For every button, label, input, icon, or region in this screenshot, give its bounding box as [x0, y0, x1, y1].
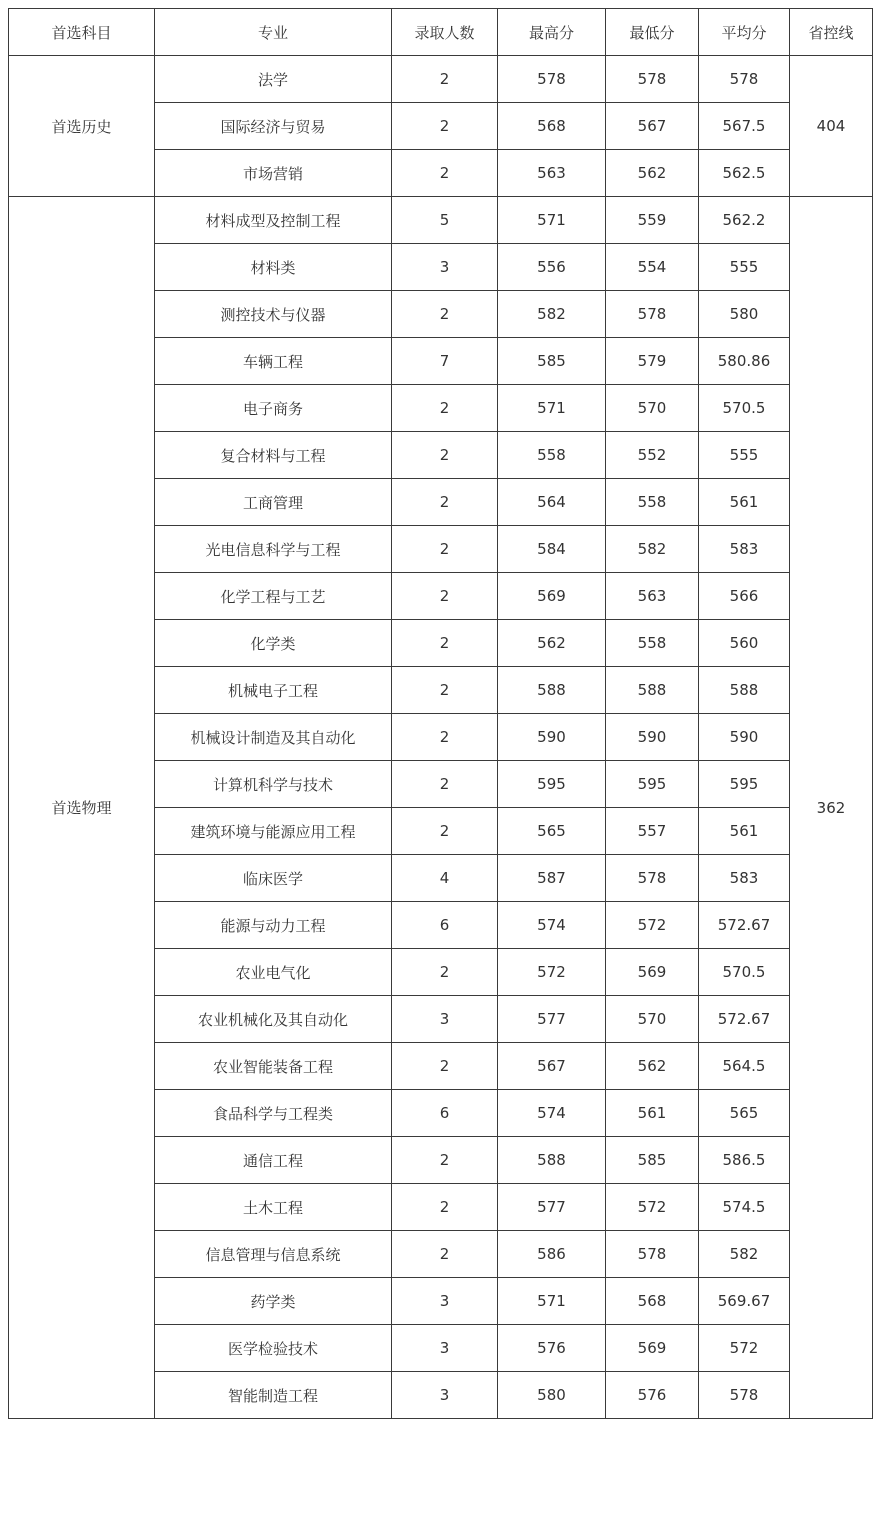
- major-cell: 国际经济与贸易: [155, 103, 392, 150]
- major-cell: 材料成型及控制工程: [155, 197, 392, 244]
- max-score-cell: 574: [498, 902, 606, 949]
- min-score-cell: 570: [606, 385, 699, 432]
- admission-scores-table: [8, 8, 873, 1419]
- avg-score-cell: 570.5: [699, 385, 790, 432]
- count-cell: 3: [392, 244, 498, 291]
- count-cell: 2: [392, 1184, 498, 1231]
- major-cell: 市场营销: [155, 150, 392, 197]
- count-cell: 2: [392, 620, 498, 667]
- major-cell: 工商管理: [155, 479, 392, 526]
- max-score-cell: 563: [498, 150, 606, 197]
- major-cell: 车辆工程: [155, 338, 392, 385]
- major-cell: 药学类: [155, 1278, 392, 1325]
- header-row: [9, 9, 873, 56]
- avg-score-cell: 562.5: [699, 150, 790, 197]
- count-cell: 6: [392, 902, 498, 949]
- count-cell: 2: [392, 479, 498, 526]
- max-score-cell: 585: [498, 338, 606, 385]
- major-cell: 材料类: [155, 244, 392, 291]
- min-score-cell: 590: [606, 714, 699, 761]
- avg-score-cell: 578: [699, 1372, 790, 1419]
- major-cell: 医学检验技术: [155, 1325, 392, 1372]
- max-score-cell: 574: [498, 1090, 606, 1137]
- avg-score-cell: 590: [699, 714, 790, 761]
- count-cell: 2: [392, 808, 498, 855]
- min-score-cell: 578: [606, 291, 699, 338]
- count-cell: 2: [392, 667, 498, 714]
- max-score-cell: 571: [498, 1278, 606, 1325]
- min-score-cell: 572: [606, 902, 699, 949]
- table-body: [9, 56, 873, 1419]
- count-cell: 7: [392, 338, 498, 385]
- max-score-cell: 569: [498, 573, 606, 620]
- avg-score-cell: 569.67: [699, 1278, 790, 1325]
- avg-score-cell: 572.67: [699, 996, 790, 1043]
- max-score-cell: 584: [498, 526, 606, 573]
- avg-score-cell: 555: [699, 244, 790, 291]
- major-cell: 土木工程: [155, 1184, 392, 1231]
- count-cell: 2: [392, 1137, 498, 1184]
- major-cell: 食品科学与工程类: [155, 1090, 392, 1137]
- avg-score-cell: 572.67: [699, 902, 790, 949]
- count-cell: 3: [392, 1278, 498, 1325]
- avg-score-cell: 583: [699, 855, 790, 902]
- max-score-cell: 580: [498, 1372, 606, 1419]
- avg-score-cell: 580.86: [699, 338, 790, 385]
- count-cell: 2: [392, 526, 498, 573]
- min-score-cell: 562: [606, 1043, 699, 1090]
- avg-score-cell: 562.2: [699, 197, 790, 244]
- header-control-line: 省控线: [790, 9, 873, 56]
- major-cell: 测控技术与仪器: [155, 291, 392, 338]
- avg-score-cell: 561: [699, 479, 790, 526]
- count-cell: 2: [392, 103, 498, 150]
- min-score-cell: 585: [606, 1137, 699, 1184]
- major-cell: 建筑环境与能源应用工程: [155, 808, 392, 855]
- count-cell: 2: [392, 949, 498, 996]
- major-cell: 农业电气化: [155, 949, 392, 996]
- min-score-cell: 572: [606, 1184, 699, 1231]
- avg-score-cell: 555: [699, 432, 790, 479]
- avg-score-cell: 572: [699, 1325, 790, 1372]
- major-cell: 化学类: [155, 620, 392, 667]
- table-row: [9, 197, 873, 244]
- max-score-cell: 577: [498, 1184, 606, 1231]
- major-cell: 机械设计制造及其自动化: [155, 714, 392, 761]
- max-score-cell: 576: [498, 1325, 606, 1372]
- min-score-cell: 568: [606, 1278, 699, 1325]
- major-cell: 农业机械化及其自动化: [155, 996, 392, 1043]
- avg-score-cell: 582: [699, 1231, 790, 1278]
- min-score-cell: 579: [606, 338, 699, 385]
- min-score-cell: 561: [606, 1090, 699, 1137]
- max-score-cell: 568: [498, 103, 606, 150]
- avg-score-cell: 564.5: [699, 1043, 790, 1090]
- min-score-cell: 552: [606, 432, 699, 479]
- min-score-cell: 567: [606, 103, 699, 150]
- count-cell: 2: [392, 385, 498, 432]
- min-score-cell: 569: [606, 949, 699, 996]
- header-subject: 首选科目: [9, 9, 155, 56]
- major-cell: 电子商务: [155, 385, 392, 432]
- major-cell: 能源与动力工程: [155, 902, 392, 949]
- major-cell: 信息管理与信息系统: [155, 1231, 392, 1278]
- major-cell: 农业智能装备工程: [155, 1043, 392, 1090]
- min-score-cell: 578: [606, 855, 699, 902]
- max-score-cell: 567: [498, 1043, 606, 1090]
- major-cell: 临床医学: [155, 855, 392, 902]
- count-cell: 2: [392, 291, 498, 338]
- count-cell: 2: [392, 714, 498, 761]
- min-score-cell: 595: [606, 761, 699, 808]
- min-score-cell: 588: [606, 667, 699, 714]
- control-line-cell: 404: [790, 56, 873, 197]
- count-cell: 2: [392, 56, 498, 103]
- max-score-cell: 556: [498, 244, 606, 291]
- major-cell: 机械电子工程: [155, 667, 392, 714]
- count-cell: 2: [392, 1231, 498, 1278]
- avg-score-cell: 561: [699, 808, 790, 855]
- avg-score-cell: 588: [699, 667, 790, 714]
- avg-score-cell: 580: [699, 291, 790, 338]
- major-cell: 智能制造工程: [155, 1372, 392, 1419]
- avg-score-cell: 578: [699, 56, 790, 103]
- max-score-cell: 586: [498, 1231, 606, 1278]
- major-cell: 复合材料与工程: [155, 432, 392, 479]
- max-score-cell: 564: [498, 479, 606, 526]
- avg-score-cell: 566: [699, 573, 790, 620]
- min-score-cell: 558: [606, 620, 699, 667]
- major-cell: 光电信息科学与工程: [155, 526, 392, 573]
- max-score-cell: 588: [498, 667, 606, 714]
- subject-group-cell: 首选物理: [9, 197, 155, 1419]
- count-cell: 2: [392, 1043, 498, 1090]
- count-cell: 2: [392, 432, 498, 479]
- major-cell: 法学: [155, 56, 392, 103]
- min-score-cell: 582: [606, 526, 699, 573]
- avg-score-cell: 567.5: [699, 103, 790, 150]
- avg-score-cell: 586.5: [699, 1137, 790, 1184]
- avg-score-cell: 574.5: [699, 1184, 790, 1231]
- table-row: [9, 56, 873, 103]
- avg-score-cell: 560: [699, 620, 790, 667]
- max-score-cell: 562: [498, 620, 606, 667]
- subject-group-cell: 首选历史: [9, 56, 155, 197]
- min-score-cell: 576: [606, 1372, 699, 1419]
- max-score-cell: 590: [498, 714, 606, 761]
- count-cell: 3: [392, 1372, 498, 1419]
- max-score-cell: 587: [498, 855, 606, 902]
- header-avg: 平均分: [699, 9, 790, 56]
- count-cell: 3: [392, 996, 498, 1043]
- max-score-cell: 595: [498, 761, 606, 808]
- count-cell: 2: [392, 761, 498, 808]
- min-score-cell: 570: [606, 996, 699, 1043]
- avg-score-cell: 595: [699, 761, 790, 808]
- count-cell: 5: [392, 197, 498, 244]
- header-min: 最低分: [606, 9, 699, 56]
- min-score-cell: 557: [606, 808, 699, 855]
- min-score-cell: 554: [606, 244, 699, 291]
- avg-score-cell: 565: [699, 1090, 790, 1137]
- max-score-cell: 577: [498, 996, 606, 1043]
- min-score-cell: 569: [606, 1325, 699, 1372]
- header-major: 专业: [155, 9, 392, 56]
- avg-score-cell: 583: [699, 526, 790, 573]
- min-score-cell: 558: [606, 479, 699, 526]
- max-score-cell: 565: [498, 808, 606, 855]
- max-score-cell: 588: [498, 1137, 606, 1184]
- major-cell: 通信工程: [155, 1137, 392, 1184]
- min-score-cell: 563: [606, 573, 699, 620]
- max-score-cell: 558: [498, 432, 606, 479]
- max-score-cell: 582: [498, 291, 606, 338]
- max-score-cell: 571: [498, 385, 606, 432]
- header-max: 最高分: [498, 9, 606, 56]
- min-score-cell: 578: [606, 56, 699, 103]
- min-score-cell: 559: [606, 197, 699, 244]
- count-cell: 2: [392, 150, 498, 197]
- count-cell: 4: [392, 855, 498, 902]
- header-count: 录取人数: [392, 9, 498, 56]
- min-score-cell: 578: [606, 1231, 699, 1278]
- major-cell: 计算机科学与技术: [155, 761, 392, 808]
- count-cell: 2: [392, 573, 498, 620]
- max-score-cell: 571: [498, 197, 606, 244]
- major-cell: 化学工程与工艺: [155, 573, 392, 620]
- max-score-cell: 578: [498, 56, 606, 103]
- count-cell: 3: [392, 1325, 498, 1372]
- min-score-cell: 562: [606, 150, 699, 197]
- avg-score-cell: 570.5: [699, 949, 790, 996]
- max-score-cell: 572: [498, 949, 606, 996]
- control-line-cell: 362: [790, 197, 873, 1419]
- count-cell: 6: [392, 1090, 498, 1137]
